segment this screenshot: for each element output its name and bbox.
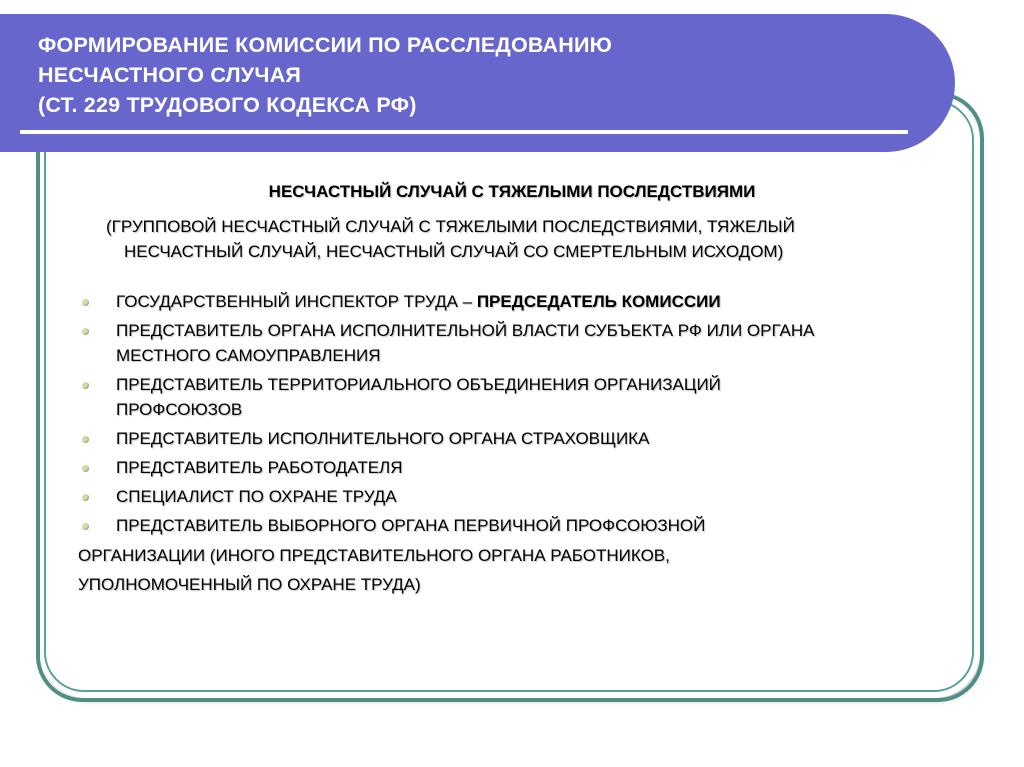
list-item [72,426,972,451]
continuation-line-2: УПОЛНОМОЧЕННЫЙ ПО ОХРАНЕ ТРУДА) [78,575,421,594]
list-item-text-line-2: ПРОФСОЮЗОВ [116,400,243,419]
subheading-line-1: (ГРУППОВОЙ НЕСЧАСТНЫЙ СЛУЧАЙ С ТЯЖЕЛЫМИ ПОСЛЕДСТВИЯМИ, ТЯЖЕЛЫЙ [106,217,795,236]
list-item-text: ПРЕДСТАВИТЕЛЬ ИСПОЛНИТЕЛЬНОГО ОРГАНА СТРАХОВЩИКА [116,429,650,448]
bullet-icon [82,465,89,472]
section-heading: НЕСЧАСТНЫЙ СЛУЧАЙ С ТЯЖЕЛЫМИ ПОСЛЕДСТВИЯМИ [268,182,756,201]
section-subheading [0,214,1024,264]
list-item [72,318,972,368]
list-item-text-line-1: ПРЕДСТАВИТЕЛЬ ОРГАНА ИСПОЛНИТЕЛЬНОЙ ВЛАСТИ СУБЪЕКТА РФ ИЛИ ОРГАНА [116,321,815,340]
list-item-text: СПЕЦИАЛИСТ ПО ОХРАНЕ ТРУДА [116,487,397,506]
bullet-icon [82,523,89,530]
title-line-2: НЕСЧАСТНОГО СЛУЧАЯ [38,63,302,87]
commission-members-list [72,289,972,542]
list-item [72,372,972,422]
list-item-text-line-1: ПРЕДСТАВИТЕЛЬ ТЕРРИТОРИАЛЬНОГО ОБЪЕДИНЕНИЯ ОРГАНИЗАЦИЙ [116,375,721,394]
bullet-icon [82,436,89,443]
bullet-icon [82,494,89,501]
list-item [72,513,972,538]
title-line-3: (СТ. 229 ТРУДОВОГО КОДЕКСА РФ) [38,93,417,117]
list-item-text-regular: ГОСУДАРСТВЕННЫЙ ИНСПЕКТОР ТРУДА – [116,292,477,311]
bullet-icon [82,382,89,389]
title-line-1: ФОРМИРОВАНИЕ КОМИССИИ ПО РАССЛЕДОВАНИЮ [38,33,613,57]
bullet-icon [82,328,89,335]
list-item-text: ПРЕДСТАВИТЕЛЬ РАБОТОДАТЕЛЯ [116,458,403,477]
list-item [72,289,972,314]
slide-title [38,30,918,120]
list-item-text [116,289,972,314]
list-item-text-bold: ПРЕДСЕДАТЕЛЬ КОМИССИИ [476,292,721,311]
title-underline [20,130,908,134]
subheading-line-2: НЕСЧАСТНЫЙ СЛУЧАЙ, НЕСЧАСТНЫЙ СЛУЧАЙ СО СМЕРТЕЛЬНЫМ ИСХОДОМ) [124,242,784,261]
list-item-text-line-2: МЕСТНОГО САМОУПРАВЛЕНИЯ [116,346,381,365]
list-item [72,484,972,509]
continuation-line-1: ОРГАНИЗАЦИИ (ИНОГО ПРЕДСТАВИТЕЛЬНОГО ОРГАНА РАБОТНИКОВ, [78,546,670,565]
list-item-text: ПРЕДСТАВИТЕЛЬ ВЫБОРНОГО ОРГАНА ПЕРВИЧНОЙ ПРОФСОЮЗНОЙ [116,516,706,535]
list-item [72,455,972,480]
bullet-icon [82,299,89,306]
list-item-continuation [78,541,670,599]
